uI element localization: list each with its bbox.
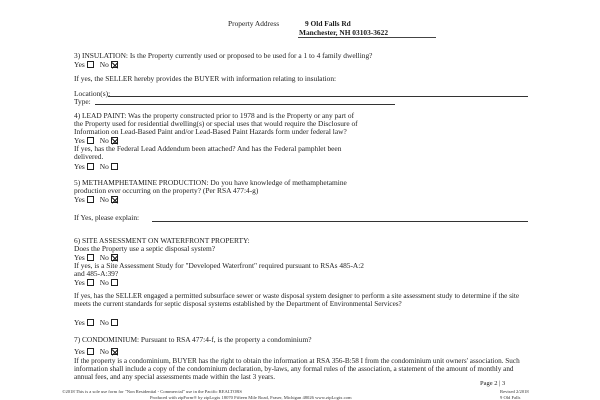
- lead-paint-line3: Information on Lead-Based Paint and/or Lead-Based Paint Hazards form under federal law?: [74, 127, 347, 136]
- property-street: 9 Old Falls Rd: [305, 19, 351, 28]
- insulation-yes-checkbox[interactable]: [87, 61, 94, 68]
- no-label: No: [99, 136, 109, 145]
- site-study-yes-no: [74, 278, 118, 287]
- site-study-line1: If yes, is a Site Assessment Study for "Developed Waterfront" required pursuant to RSAs 485-A:2: [74, 261, 365, 270]
- septic-designer-no-checkbox[interactable]: [111, 319, 118, 326]
- yes-label: Yes: [74, 278, 85, 287]
- site-study-yes-checkbox[interactable]: [87, 279, 94, 286]
- no-label: No: [99, 318, 109, 327]
- lead-addendum-yes-checkbox[interactable]: [87, 163, 94, 170]
- type-field[interactable]: [95, 104, 395, 105]
- no-label: No: [99, 278, 109, 287]
- meth-explain-field[interactable]: [152, 221, 528, 222]
- property-address-label: Property Address: [228, 19, 280, 28]
- no-label: No: [99, 253, 109, 262]
- septic-designer-yes-checkbox[interactable]: [87, 319, 94, 326]
- property-city: Manchester, NH 03103-3622: [299, 28, 389, 37]
- type-label: Type:: [74, 97, 91, 106]
- no-label: No: [99, 60, 109, 69]
- yes-label: Yes: [74, 253, 85, 262]
- yes-label: Yes: [74, 318, 85, 327]
- lead-addendum-yes-no: [74, 162, 118, 171]
- septic-yes-checkbox[interactable]: [87, 254, 94, 261]
- lead-delivered-line: delivered.: [74, 152, 104, 161]
- page-number: Page 2 | 3: [480, 380, 506, 387]
- form-note: ©2018 This is a sole use form for "Non Residential - Commercial" use in the Pacific REALTORS: [62, 389, 242, 394]
- no-label: No: [99, 195, 109, 204]
- condominium-yes-checkbox[interactable]: [87, 348, 94, 355]
- yes-label: Yes: [74, 347, 85, 356]
- condominium-yes-no: [74, 347, 118, 356]
- condominium-no-checkbox[interactable]: [111, 348, 118, 355]
- site-study-line2: and 485-A:39?: [74, 269, 119, 278]
- insulation-no-checkbox[interactable]: [111, 61, 118, 68]
- address-underline: [298, 37, 436, 38]
- meth-line1: 5) METHAMPHETAMINE PRODUCTION: Do you have knowledge of methamphetamine: [74, 178, 347, 187]
- septic-no-checkbox[interactable]: [111, 254, 118, 261]
- lead-paint-yes-checkbox[interactable]: [87, 137, 94, 144]
- septic-designer-paragraph: If yes, has the SELLER engaged a permitted subsurface sewer or waste disposal system designer to perform a site assessment study to determine if the site meets the current standards for septic disposal systems established by the Department of Environmental Services?: [74, 292, 520, 309]
- yes-label: Yes: [74, 195, 85, 204]
- insulation-info-line: If yes, the SELLER hereby provides the BUYER with information relating to insulation:: [74, 74, 337, 83]
- yes-label: Yes: [74, 136, 85, 145]
- meth-yes-checkbox[interactable]: [87, 196, 94, 203]
- yes-label: Yes: [74, 162, 85, 171]
- insulation-yes-no: [74, 60, 118, 69]
- lead-paint-no-checkbox[interactable]: [111, 137, 118, 144]
- no-label: No: [99, 347, 109, 356]
- location-field[interactable]: [108, 96, 528, 97]
- site-assessment-title: 6) SITE ASSESSMENT ON WATERFRONT PROPERTY:: [74, 236, 250, 245]
- meth-explain-label: If Yes, please explain:: [74, 213, 140, 222]
- producer-line: Produced with zipForm® by zipLogix 18070 Fifteen Mile Road, Fraser, Michigan 48026 www.zipLogix.com: [150, 395, 352, 400]
- septic-designer-yes-no: [74, 318, 118, 327]
- no-label: No: [99, 162, 109, 171]
- location-label: Location(s):: [74, 89, 111, 98]
- lead-paint-line2: the Property used for residential dwelling(s) or special uses that would require the Disclosure of: [74, 119, 358, 128]
- lead-paint-line1: 4) LEAD PAINT: Was the property constructed prior to 1978 and is the Property or any part of: [74, 111, 355, 120]
- lead-addendum-line: If yes, has the Federal Lead Addendum been attached? And has the Federal pamphlet been: [74, 144, 342, 153]
- yes-label: Yes: [74, 60, 85, 69]
- meth-yes-no: [74, 195, 118, 204]
- site-study-no-checkbox[interactable]: [111, 279, 118, 286]
- lead-addendum-no-checkbox[interactable]: [111, 163, 118, 170]
- meth-line2: production ever occurring on the property? (Per RSA 477:4-g): [74, 186, 259, 195]
- condominium-question: 7) CONDOMINIUM: Pursuant to RSA 477:4-f, is the property a condominium?: [74, 335, 312, 344]
- file-name: 9 Old Falls: [500, 395, 521, 400]
- meth-no-checkbox[interactable]: [111, 196, 118, 203]
- condominium-paragraph: If the property is a condominium, BUYER has the right to obtain the information at RSA 356-B:58 I from the condominium unit owners' association. Such information shall include a copy of the condominium declaration, by-laws, any formal rules of the association, a statement of the amount of monthly and annual fees, and any special assessments made within the last 3 years.: [74, 357, 520, 382]
- insulation-question: 3) INSULATION: Is the Property currently used or proposed to be used for a 1 to 4 family dwelling?: [74, 51, 373, 60]
- septic-question: Does the Property use a septic disposal system?: [74, 244, 216, 253]
- revised-date: Revised 2/2018: [500, 389, 529, 394]
